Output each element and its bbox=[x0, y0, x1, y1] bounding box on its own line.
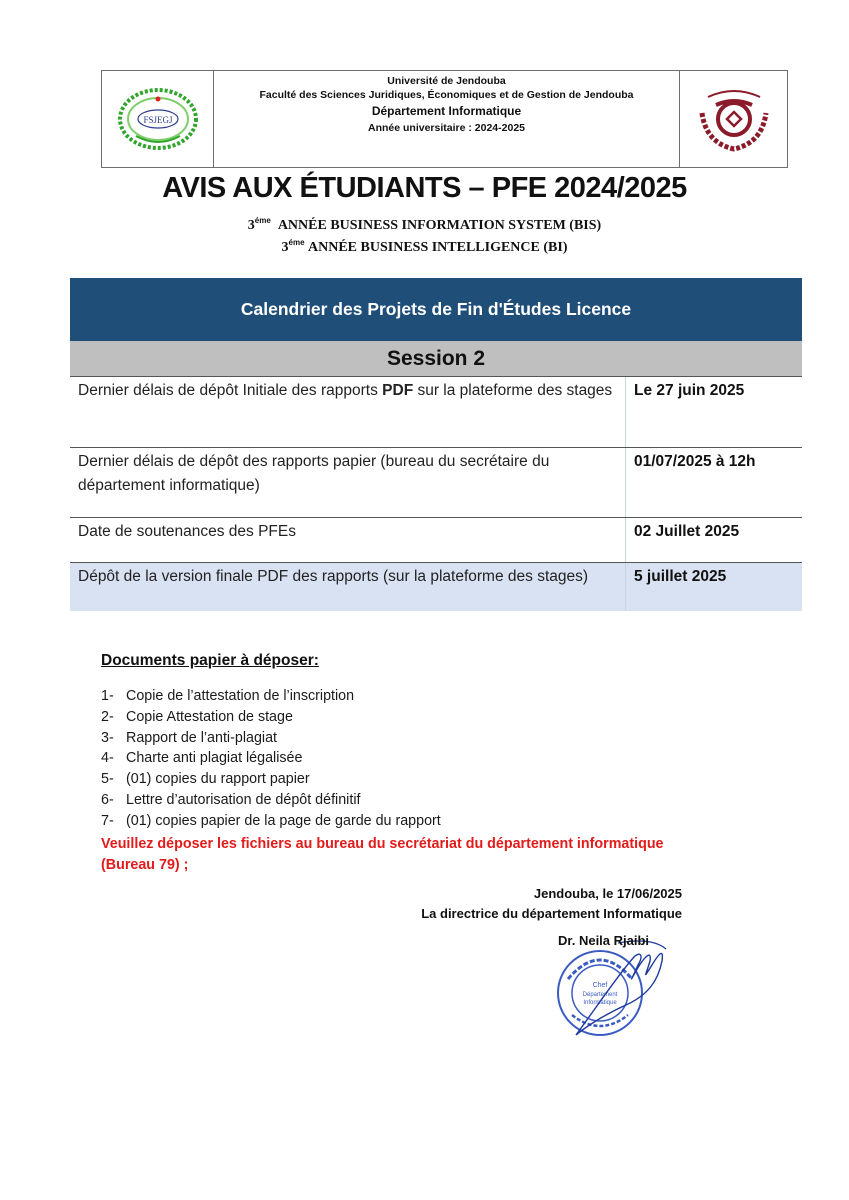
item-text: Rapport de l’anti-plagiat bbox=[126, 729, 278, 746]
academic-year: Année universitaire : 2024-2025 bbox=[368, 122, 525, 134]
row-description: Dépôt de la version finale PDF des rapports (sur la plateforme des stages) bbox=[70, 563, 626, 611]
official-stamp-icon bbox=[548, 935, 678, 1045]
header-box bbox=[101, 70, 788, 168]
fsjegj-laurel-icon bbox=[116, 86, 200, 152]
item-number: 2- bbox=[101, 708, 114, 725]
list-item bbox=[101, 728, 441, 749]
svg-text:Informatique: Informatique bbox=[583, 1000, 617, 1006]
row-date: Le 27 juin 2025 bbox=[634, 382, 745, 399]
table-row bbox=[70, 448, 802, 518]
row-date: 5 juillet 2025 bbox=[634, 568, 727, 585]
subtitle-bi bbox=[0, 238, 849, 256]
subtitle-ordinal-suffix: éme bbox=[254, 216, 271, 225]
item-number: 3- bbox=[101, 729, 114, 746]
list-item bbox=[101, 769, 441, 790]
row-date: 01/07/2025 à 12h bbox=[634, 453, 756, 470]
session-label: Session 2 bbox=[70, 341, 802, 377]
list-item bbox=[101, 748, 441, 769]
svg-text:Chef: Chef bbox=[592, 982, 608, 989]
fsjegj-logo bbox=[102, 71, 214, 167]
svg-text:FSJEGJ: FSJEGJ bbox=[142, 115, 173, 125]
subtitle-ordinal-suffix: éme bbox=[288, 238, 305, 247]
signature-place-date: Jendouba, le 17/06/2025 bbox=[533, 886, 682, 901]
documents-title: Documents papier à déposer: bbox=[101, 652, 319, 669]
subtitle-text: ANNÉE BUSINESS INTELLIGENCE (BI) bbox=[308, 240, 568, 255]
table-row bbox=[70, 377, 802, 448]
item-text: (01) copies du rapport papier bbox=[126, 771, 310, 788]
row-description bbox=[70, 377, 626, 447]
row-date: 02 Juillet 2025 bbox=[634, 523, 740, 540]
item-number: 7- bbox=[101, 812, 114, 829]
subtitle-bis bbox=[0, 216, 849, 234]
subtitle-text: ANNÉE BUSINESS INFORMATION SYSTEM (BIS) bbox=[277, 218, 602, 233]
signatory-name: Dr. Neila Rjaibi bbox=[558, 933, 650, 948]
subtitle-ordinal: 3 bbox=[281, 240, 289, 255]
list-item bbox=[101, 790, 441, 811]
item-number: 1- bbox=[101, 688, 114, 704]
desc-bold-text: PDF bbox=[382, 382, 414, 399]
item-text: Lettre d’autorisation de dépôt définitif bbox=[126, 791, 361, 808]
universite-jendouba-logo bbox=[679, 71, 787, 167]
desc-text: Dernier délais de dépôt Initiale des rapports bbox=[78, 382, 383, 399]
item-text: Copie Attestation de stage bbox=[126, 708, 293, 725]
item-number: 4- bbox=[101, 750, 114, 767]
table-row bbox=[70, 518, 802, 563]
desc-text: sur la plateforme des stages bbox=[413, 382, 613, 399]
list-item bbox=[101, 707, 441, 728]
header-text-block bbox=[214, 71, 679, 167]
page-title: AVIS AUX ÉTUDIANTS – PFE 2024/2025 bbox=[162, 172, 687, 204]
item-text: Charte anti plagiat légalisée bbox=[126, 750, 303, 767]
faculty-name: Faculté des Sciences Juridiques, Économiques et de Gestion de Jendouba bbox=[259, 89, 634, 101]
subtitle-ordinal: 3 bbox=[247, 218, 255, 233]
item-number: 5- bbox=[101, 771, 114, 788]
svg-text:Département: Département bbox=[582, 992, 618, 998]
item-text: Copie de l’attestation de l’inscription bbox=[126, 688, 355, 704]
universite-jendouba-icon bbox=[694, 83, 774, 155]
signature-role: La directrice du département Informatique bbox=[421, 906, 682, 921]
item-number: 6- bbox=[101, 791, 114, 808]
row-description: Date de soutenances des PFEs bbox=[70, 518, 626, 562]
list-item bbox=[101, 811, 441, 832]
list-item bbox=[101, 686, 441, 707]
calendar-table bbox=[70, 278, 802, 611]
table-row-highlighted bbox=[70, 563, 802, 611]
department-name: Département Informatique bbox=[371, 104, 522, 118]
row-description: Dernier délais de dépôt des rapports papier (bureau du secrétaire du département informatique) bbox=[70, 448, 626, 517]
university-name: Université de Jendouba bbox=[387, 75, 506, 87]
documents-list bbox=[101, 686, 441, 832]
deposit-notice: Veuillez déposer les fichiers au bureau du secrétariat du département informatique (Bureau 79) ; bbox=[101, 836, 664, 873]
calendar-header: Calendrier des Projets de Fin d'Études Licence bbox=[70, 278, 802, 341]
item-text: (01) copies papier de la page de garde du rapport bbox=[126, 812, 441, 829]
